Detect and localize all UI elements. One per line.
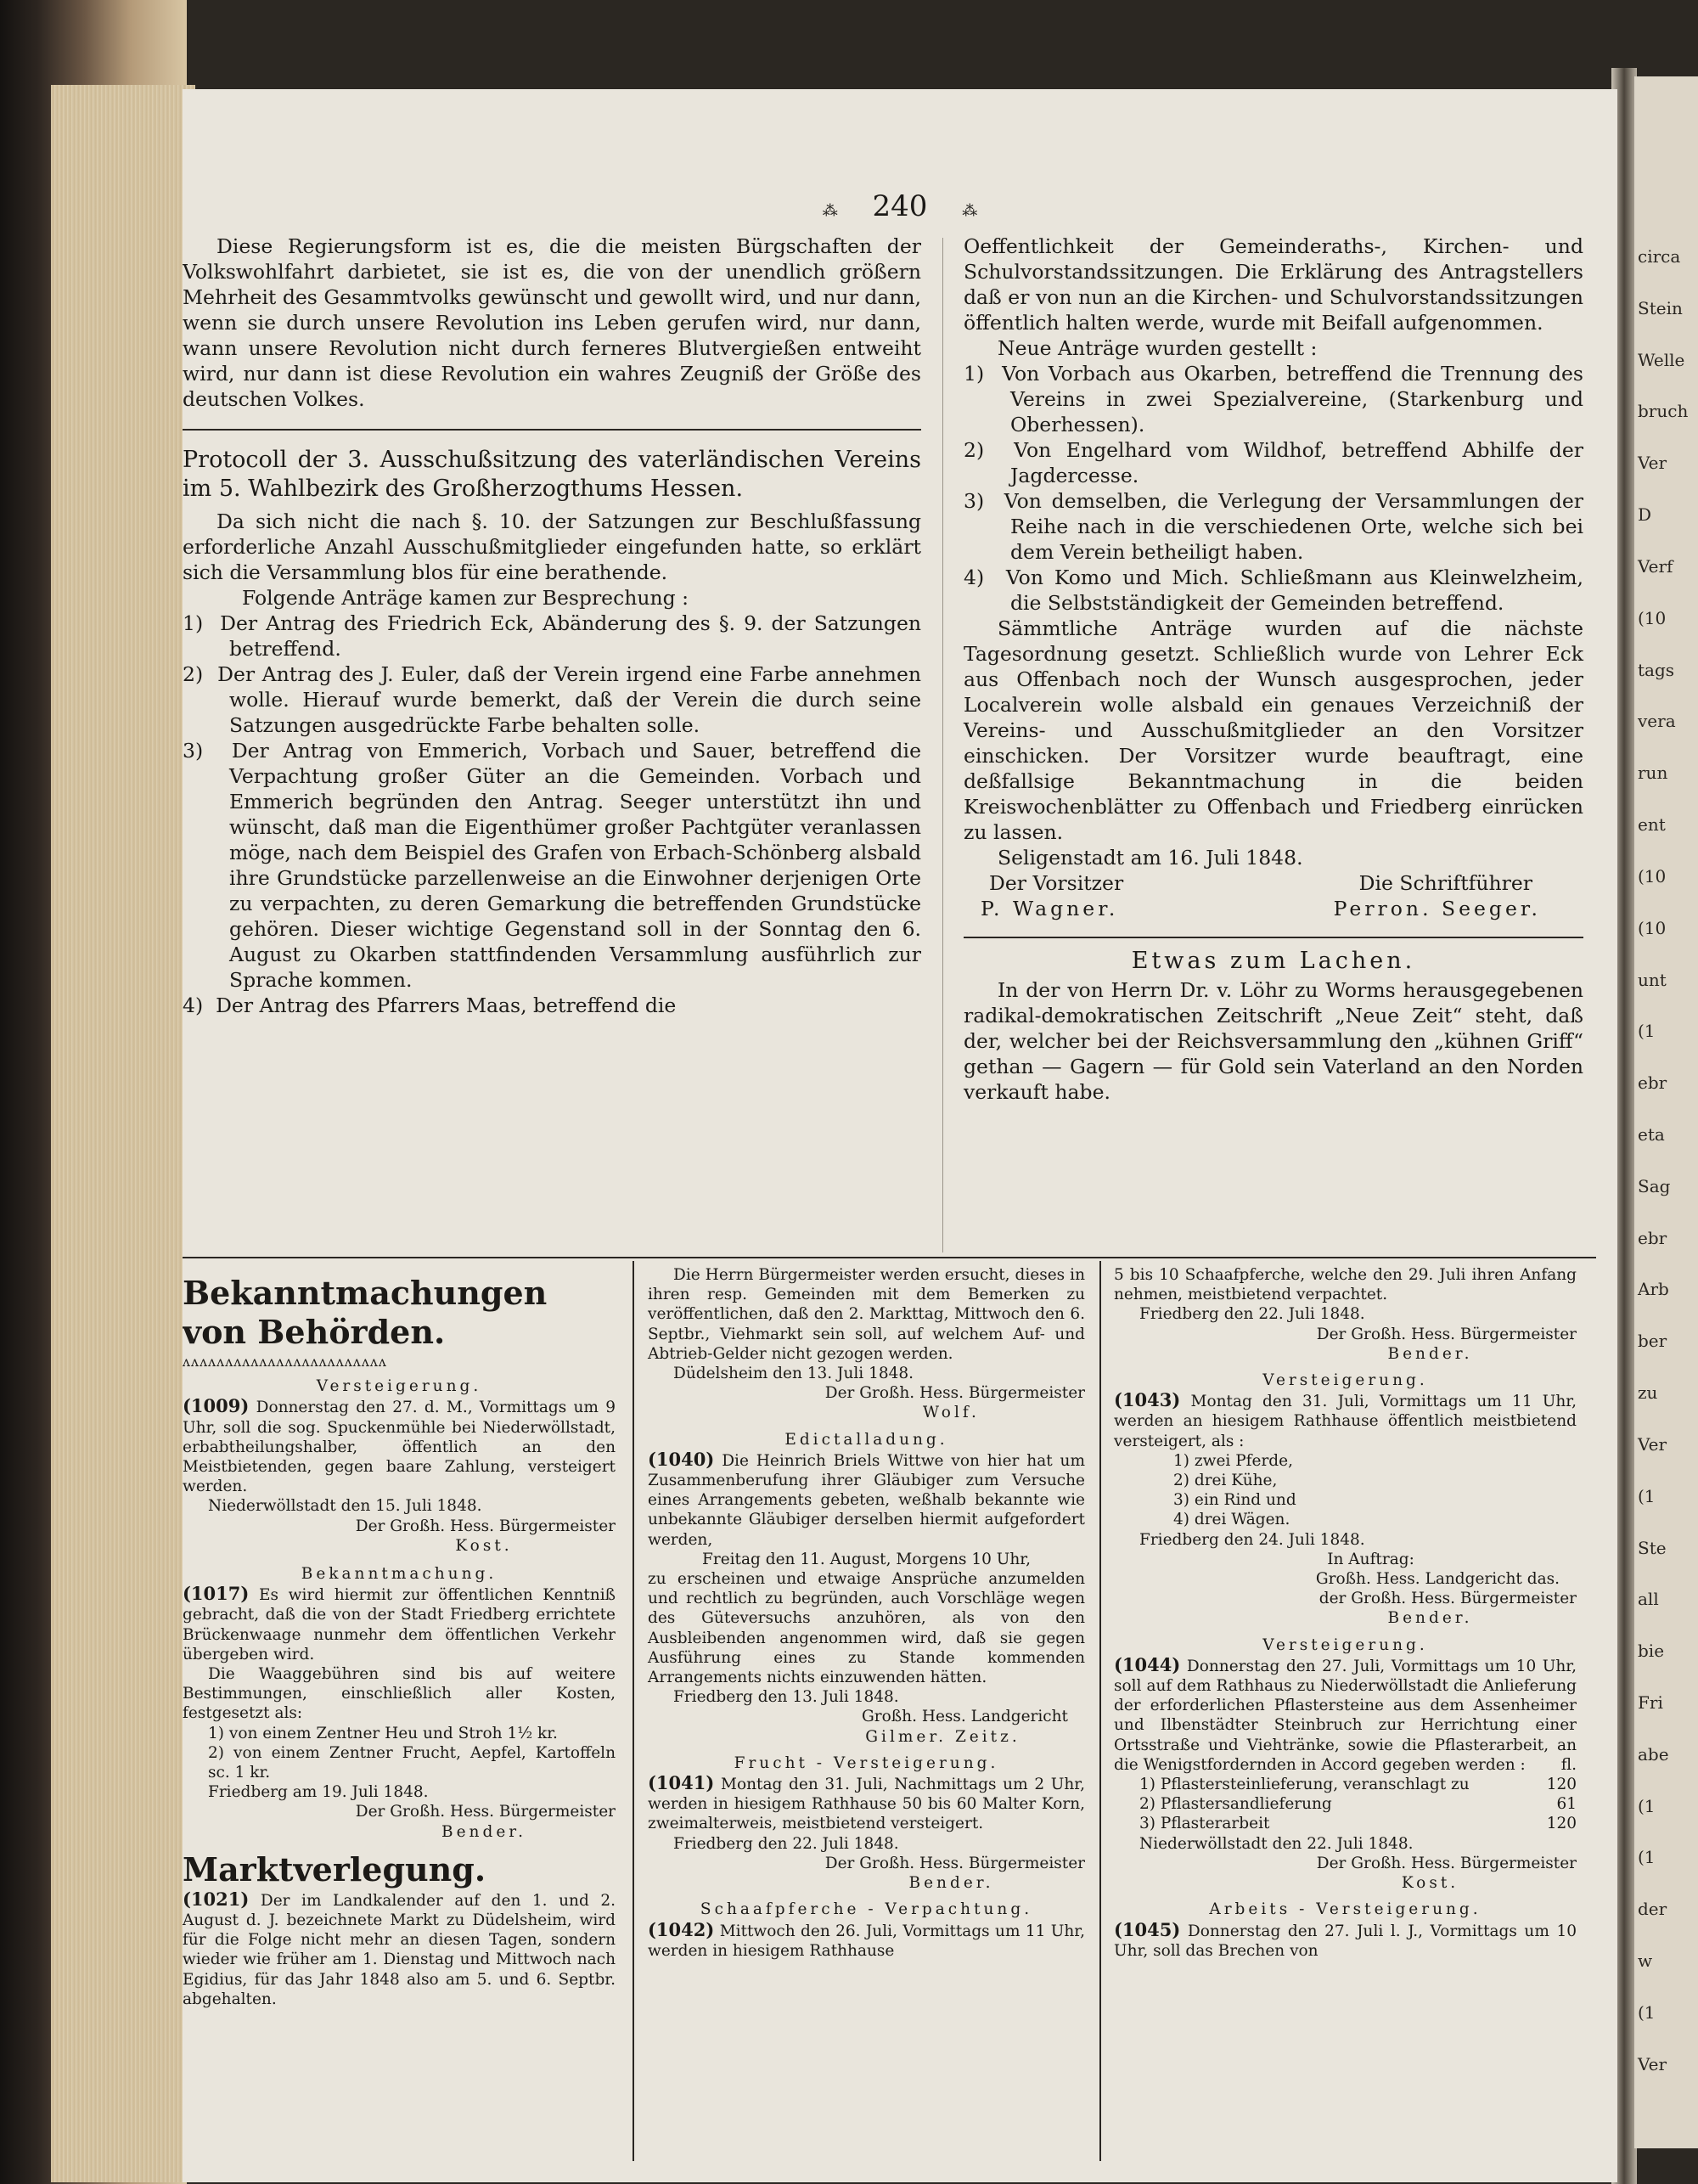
fee-item: 2) von einem Zentner Frucht, Aepfel, Kartoffeln sc. 1 kr.	[208, 1743, 616, 1782]
facing-page-fragment: Ver	[1638, 1433, 1667, 1455]
page-edges	[51, 85, 195, 2182]
signer-1043-b: Großh. Hess. Landgericht das.	[1315, 1570, 1560, 1589]
facing-page-fragment: zu	[1638, 1382, 1658, 1404]
announcements-title: Bekanntmachungen von Behörden.	[183, 1274, 548, 1351]
notice-1043: (1043) Montag den 31. Juli, Vormittags um 11 Uhr, werden an hiesigem Rathhause öffentlich meistbietend versteigert, als :	[1114, 1389, 1577, 1450]
ornament-left: ⁂	[822, 202, 838, 220]
section-rule	[183, 429, 921, 431]
list-item: 4) drei Wägen.	[1173, 1511, 1290, 1529]
facing-page-fragment: Arb	[1638, 1279, 1669, 1300]
name-wolf: Wolf.	[923, 1404, 980, 1422]
facing-page-fragment: Ver	[1638, 2053, 1667, 2074]
new-motion-item: 1) Von Vorbach aus Okarben, betreffend die Trennung des Vereins in zwei Spezialvereine, (Starkenburg und Oberhessen).	[964, 362, 1583, 436]
facing-page-fragment: ent	[1638, 814, 1666, 836]
signer-1041: Der Großh. Hess. Bürgermeister	[824, 1854, 1085, 1872]
date-1043: Friedberg den 24. Juli 1848.	[1139, 1530, 1365, 1549]
facing-page-fragment: Sag	[1638, 1175, 1671, 1196]
new-motions-intro: Neue Anträge wurden gestellt :	[998, 336, 1318, 360]
signer-1009: Der Großh. Hess. Bürgermeister	[355, 1517, 616, 1535]
secretaries-label: Die Schriftführer	[1358, 871, 1532, 895]
closing-paragraph: Sämmtliche Anträge wurden auf die nächste Tagesordnung gesetzt. Schließlich wurde von Lehrer Eck aus Offenbach noch der Wunsch ausgesprochen, jeder Localverein wolle alsbald ein genaues Verzeichniß der Vereins- und Ausschußmitglieder an den Vorsitzer einschicken. Der Vorsitzer wurde beauftragt, eine deßfallsige Bekanntmachung in die beiden Kreiswochenblätter zu Offenbach und Friedberg einrücken zu lassen.	[964, 616, 1583, 844]
facing-page-fragment: w	[1638, 1950, 1653, 1972]
lower-column-divider-1	[633, 1261, 634, 2161]
lower-column-2	[648, 1265, 1085, 1961]
lower-column-divider-2	[1099, 1261, 1101, 2161]
humor-title: Etwas zum Lachen.	[1131, 948, 1416, 974]
signer-1017: Der Großh. Hess. Bürgermeister	[355, 1803, 616, 1821]
signature-labels	[964, 870, 1583, 896]
currency-unit: fl.	[1560, 1755, 1577, 1774]
cost-row: 1) Pflastersteinlieferung, veranschlagt zu 120	[1139, 1776, 1577, 1794]
chair-label: Der Vorsitzer	[989, 871, 1124, 895]
notice-1040-body: zu erscheinen und etwaige Ansprüche anzumelden und rechtlich zu begründen, auch Vorschläge wegen des Güteversuchs anzuhören, als von den Ausbleibenden angenommen wird, daß sie gegen Ausführung eines zu Stande kommenden Arrangements nichts einzuwenden hätten.	[648, 1570, 1085, 1687]
facing-page-fragment: D	[1638, 504, 1652, 526]
publicity-paragraph: Oeffentlichkeit der Gemeinderaths-, Kirchen- und Schulvorstandssitzungen. Die Erklärung des Antragstellers daß er von nun an die Kirchen- und Schulvorstandssitzungen öffentlich halten werde, wurde mit Beifall aufgenommen.	[964, 234, 1583, 335]
heading-versteigerung-1043: Versteigerung.	[1262, 1371, 1428, 1390]
facing-page-fragment: all	[1638, 1589, 1659, 1610]
facing-page-fragment: circa	[1638, 246, 1681, 267]
lower-column-3	[1114, 1265, 1577, 1961]
name-1040: Gilmer. Zeitz.	[865, 1727, 1020, 1746]
signer-dudelsheim: Der Großh. Hess. Bürgermeister	[824, 1384, 1085, 1403]
facing-page-fragment: Fri	[1638, 1692, 1663, 1714]
notice-market-continued: Die Herrn Bürgermeister werden ersucht, dieses in ihren resp. Gemeinden mit dem Bemerken zu veröffentlichen, daß den 2. Markttag, Mittwoch den 6. Septbr., Viehmarkt sein soll, auf welchem Auf- und Abtrieb-Gelder nicht gezogen werden.	[648, 1266, 1085, 1363]
facing-page-fragment: bruch	[1638, 401, 1689, 422]
date-1040: Friedberg den 13. Juli 1848.	[673, 1688, 899, 1707]
chair-name: P. Wagner.	[981, 897, 1119, 920]
page-header	[183, 189, 1617, 223]
heading-versteigerung: Versteigerung.	[316, 1377, 482, 1396]
motion-item: 1) Der Antrag des Friedrich Eck, Abänderung des §. 9. der Satzungen betreffend.	[183, 611, 921, 661]
name-1043: Bender.	[1387, 1609, 1473, 1628]
facing-page-fragment: (10	[1638, 865, 1667, 887]
heading-frucht: Frucht - Versteigerung.	[734, 1753, 999, 1772]
lower-column-1	[183, 1274, 616, 2009]
motion-item: 2) Der Antrag des J. Euler, daß der Verein irgend eine Farbe annehmen wolle. Hierauf wurde bemerkt, daß der Verein die durch seine Satzungen ausgedrückte Farbe behalten solle.	[183, 662, 921, 737]
facing-page-fragment: (1	[1638, 1021, 1656, 1042]
notice-1017: (1017) Es wird hiermit zur öffentlichen Kenntniß gebracht, daß die von der Stadt Friedberg errichtete Brückenwaage nunmehr dem öffentlichen Verkehr übergeben wird.	[183, 1583, 616, 1663]
new-motion-item: 2) Von Engelhard vom Wildhof, betreffend Abhilfe der Jagdercesse.	[964, 438, 1583, 487]
list-item: 3) ein Rind und	[1173, 1491, 1296, 1510]
date-1009: Niederwöllstadt den 15. Juli 1848.	[208, 1497, 482, 1516]
signer-1042: Der Großh. Hess. Bürgermeister	[1316, 1325, 1577, 1343]
facing-page-fragment: run	[1638, 763, 1668, 784]
facing-page-fragment: bie	[1638, 1641, 1665, 1662]
intro-paragraph: Diese Regierungsform ist es, die die meisten Bürgschaften der Volkswohlfahrt darbietet, sie ist es, die von der unendlich größern Mehrheit des Gesammtvolks gewünscht und gewollt wird, und nur dann, wenn sie durch unsere Revolution ins Leben gerufen wird, nur dann, wann unsere Revolution nicht durch ferneres Blutvergießen entweiht wird, nur dann ist diese Revolution ein wahres Zeugniß der Größe des deutschen Volkes.	[183, 234, 921, 411]
secretaries-names: Perron. Seeger.	[1333, 897, 1541, 920]
notice-1040: (1040) Die Heinrich Briels Wittwe von hier hat um Zusammenberufung ihrer Gläubiger zum Versuche eines Arrangements gebeten, weßhalb bekannte wie unbekannte Gläubiger derselben hiermit aufgefordert werden,	[648, 1448, 1085, 1549]
facing-page-fragment: Ver	[1638, 453, 1667, 474]
protocol-paragraph-2: Folgende Anträge kamen zur Besprechung :	[242, 586, 689, 610]
notice-1041: (1041) Montag den 31. Juli, Nachmittags um 2 Uhr, werden in hiesigem Rathhause 50 bis 60 Malter Korn, zweimalterweis, meistbietend versteigert.	[648, 1772, 1085, 1833]
facing-page-fragment: (1	[1638, 1847, 1656, 1868]
place-date: Seligenstadt am 16. Juli 1848.	[998, 846, 1303, 870]
facing-page-fragment: (1	[1638, 1485, 1656, 1506]
name-1042: Bender.	[1387, 1344, 1473, 1363]
market-title: Marktverlegung.	[183, 1849, 486, 1888]
name-1009: Kost.	[455, 1536, 513, 1555]
notice-1042-continued: 5 bis 10 Schaafpferche, welche den 29. Juli ihren Anfang nehmen, meistbietend verpachtet.	[1114, 1266, 1577, 1304]
signer-1043-a: In Auftrag:	[1327, 1550, 1414, 1568]
new-motion-item: 3) Von demselben, die Verlegung der Versammlungen der Reihe nach in die verschiedenen Orte, welche sich bei dem Verein betheiligt haben.	[964, 489, 1583, 564]
facing-page-fragment: Stein	[1638, 297, 1683, 318]
cost-row: 2) Pflastersandlieferung 61	[1139, 1795, 1577, 1814]
signer-1044: Der Großh. Hess. Bürgermeister	[1316, 1854, 1577, 1872]
facing-page-fragment: Verf	[1638, 555, 1673, 577]
list-item: 1) zwei Pferde,	[1173, 1451, 1293, 1470]
facing-page-fragment: Welle	[1638, 349, 1685, 370]
page-number: 240	[872, 189, 928, 223]
date-1042: Friedberg den 22. Juli 1848.	[1139, 1305, 1365, 1324]
notice-1017-fees: Die Waaggebühren sind bis auf weitere Bestimmungen, einschließlich aller Kosten, festgesetzt als:	[183, 1665, 616, 1723]
signer-1040: Großh. Hess. Landgericht	[862, 1708, 1068, 1726]
cost-row: 3) Pflasterarbeit 120	[1139, 1815, 1577, 1833]
heading-schaafpferche: Schaafpferche - Verpachtung.	[700, 1900, 1033, 1919]
facing-page-fragment: (1	[1638, 1795, 1656, 1816]
facing-page-fragment: ebr	[1638, 1227, 1667, 1248]
list-item: 2) drei Kühe,	[1173, 1472, 1278, 1490]
heading-bekanntmachung: Bekanntmachung.	[301, 1565, 498, 1584]
facing-page-fragment: vera	[1638, 711, 1676, 732]
notice-1040-date: Freitag den 11. August, Morgens 10 Uhr,	[702, 1550, 1031, 1568]
name-1041: Bender.	[908, 1874, 994, 1893]
upper-left-column	[183, 234, 921, 1018]
facing-page-fragment: Ste	[1638, 1537, 1667, 1558]
facing-page-fragment: (10	[1638, 607, 1667, 628]
protocol-paragraph-1: Da sich nicht die nach §. 10. der Satzungen zur Beschlußfassung erforderliche Anzahl Ausschußmitglieder eingefunden hatte, so erklärt sich die Versammlung blos für eine berathende.	[183, 509, 921, 584]
facing-page	[1634, 76, 1698, 2148]
notice-1044: (1044) Donnerstag den 27. Juli, Vormittags um 10 Uhr, soll auf dem Rathhaus zu Niederwöllstadt die Anlieferung der erforderlichen Pflastersteine aus dem Assenheimer und Ilbenstädter Steinbruch zur Herrichtung einer Ortsstraße und Viehtränke, sowie die Pflasterarbeit, an die Wenigstfordernden in Accord gegeben werden : fl.	[1114, 1653, 1577, 1774]
motion-item: 3) Der Antrag von Emmerich, Vorbach und Sauer, betreffend die Verpachtung großer Güter an die Gemeinden. Vorbach und Emmerich begründen den Antrag. Seeger unterstützt ihn und wünscht, daß man die Eigenthümer großer Pachtgüter veranlassen möge, nach dem Beispiel des Grafen von Erbach-Schönberg alsbald ihre Grundstücke parzellenweise an die Einwohner derjenigen Orte zu verpachten, zu deren Gemarkung die betreffenden Grundstücke gehören. Dieser wichtige Gegenstand soll in der Sonntag den 6. August zu Okarben stattfindenden Versammlung ausführlich zur Sprache kommen.	[183, 739, 921, 992]
motion-item: 4) Der Antrag des Pfarrers Maas, betreffend die	[183, 993, 677, 1017]
date-dudelsheim: Düdelsheim den 13. Juli 1848.	[673, 1365, 914, 1383]
name-1017: Bender.	[441, 1822, 526, 1841]
facing-page-fragment: ebr	[1638, 1072, 1667, 1094]
heading-arbeits: Arbeits - Versteigerung.	[1209, 1900, 1482, 1919]
ornament-right: ⁂	[962, 202, 978, 220]
signer-1043-c: der Großh. Hess. Bürgermeister	[1318, 1590, 1577, 1608]
heading-edictalladung: Edictalladung.	[784, 1430, 948, 1449]
facing-page-fragment: (10	[1638, 917, 1667, 938]
fee-item: 1) von einem Zentner Heu und Stroh 1½ kr.	[208, 1724, 558, 1742]
date-1044: Niederwöllstadt den 22. Juli 1848.	[1139, 1834, 1414, 1853]
page	[183, 89, 1617, 2182]
facing-page-fragment: ber	[1638, 1331, 1667, 1352]
notice-1009: (1009) Donnerstag den 27. d. M., Vormittags um 9 Uhr, soll die sog. Spuckenmühle bei Niederwöllstadt, erbabtheilungshalber, öffentlich an den Meistbietenden, gegen baare Zahlung, versteigert werden.	[183, 1395, 616, 1496]
facing-page-fragment: der	[1638, 1899, 1667, 1920]
facing-page-fragment: eta	[1638, 1123, 1665, 1145]
lower-section-rule	[183, 1257, 1596, 1258]
date-1041: Friedberg den 22. Juli 1848.	[673, 1834, 899, 1853]
facing-page-fragment: (1	[1638, 2001, 1656, 2023]
facing-page-fragment: tags	[1638, 659, 1675, 680]
notice-1021: (1021) Der im Landkalender auf den 1. und 2. August d. J. bezeichnete Markt zu Düdelsheim, wird für die Folge nicht mehr an diesen Tagen, sondern wieder wie früher am 1. Dienstag und Mittwoch nach Egidius, für das Jahr 1848 also am 5. und 6. Septbr. abgehalten.	[183, 1888, 616, 2008]
section-rule	[964, 937, 1583, 938]
facing-page-fragment: unt	[1638, 969, 1667, 990]
name-1044: Kost.	[1401, 1874, 1459, 1893]
heading-versteigerung-1044: Versteigerung.	[1262, 1635, 1428, 1654]
upper-column-divider	[942, 238, 943, 1252]
signature-names	[964, 896, 1583, 921]
date-1017: Friedberg am 19. Juli 1848.	[208, 1783, 429, 1802]
facing-page-fragment: abe	[1638, 1743, 1669, 1765]
protocol-title: Protocoll der 3. Ausschußsitzung des vaterländischen Vereins im 5. Wahlbezirk des Großherzogthums Hessen.	[183, 447, 921, 502]
new-motion-item: 4) Von Komo und Mich. Schließmann aus Kleinwelzheim, die Selbstständigkeit der Gemeinden betreffend.	[964, 566, 1583, 615]
notice-1042: (1042) Mittwoch den 26. Juli, Vormittags um 11 Uhr, werden in hiesigem Rathhause	[648, 1918, 1085, 1960]
humor-text: In der von Herrn Dr. v. Löhr zu Worms herausgegebenen radikal-demokratischen Zeitschrift „Neue Zeit“ steht, daß der, welcher bei der Reichsversammlung den „kühnen Griff“ gethan — Gagern — für Gold sein Vaterland an den Norden verkauft habe.	[964, 978, 1583, 1104]
notice-1045: (1045) Donnerstag den 27. Juli l. J., Vormittags um 10 Uhr, soll das Brechen von	[1114, 1918, 1577, 1960]
upper-right-column	[964, 234, 1583, 1105]
title-ornament: ʌʌʌʌʌʌʌʌʌʌʌʌʌʌʌʌʌʌʌʌʌʌʌʌ	[183, 1354, 387, 1370]
